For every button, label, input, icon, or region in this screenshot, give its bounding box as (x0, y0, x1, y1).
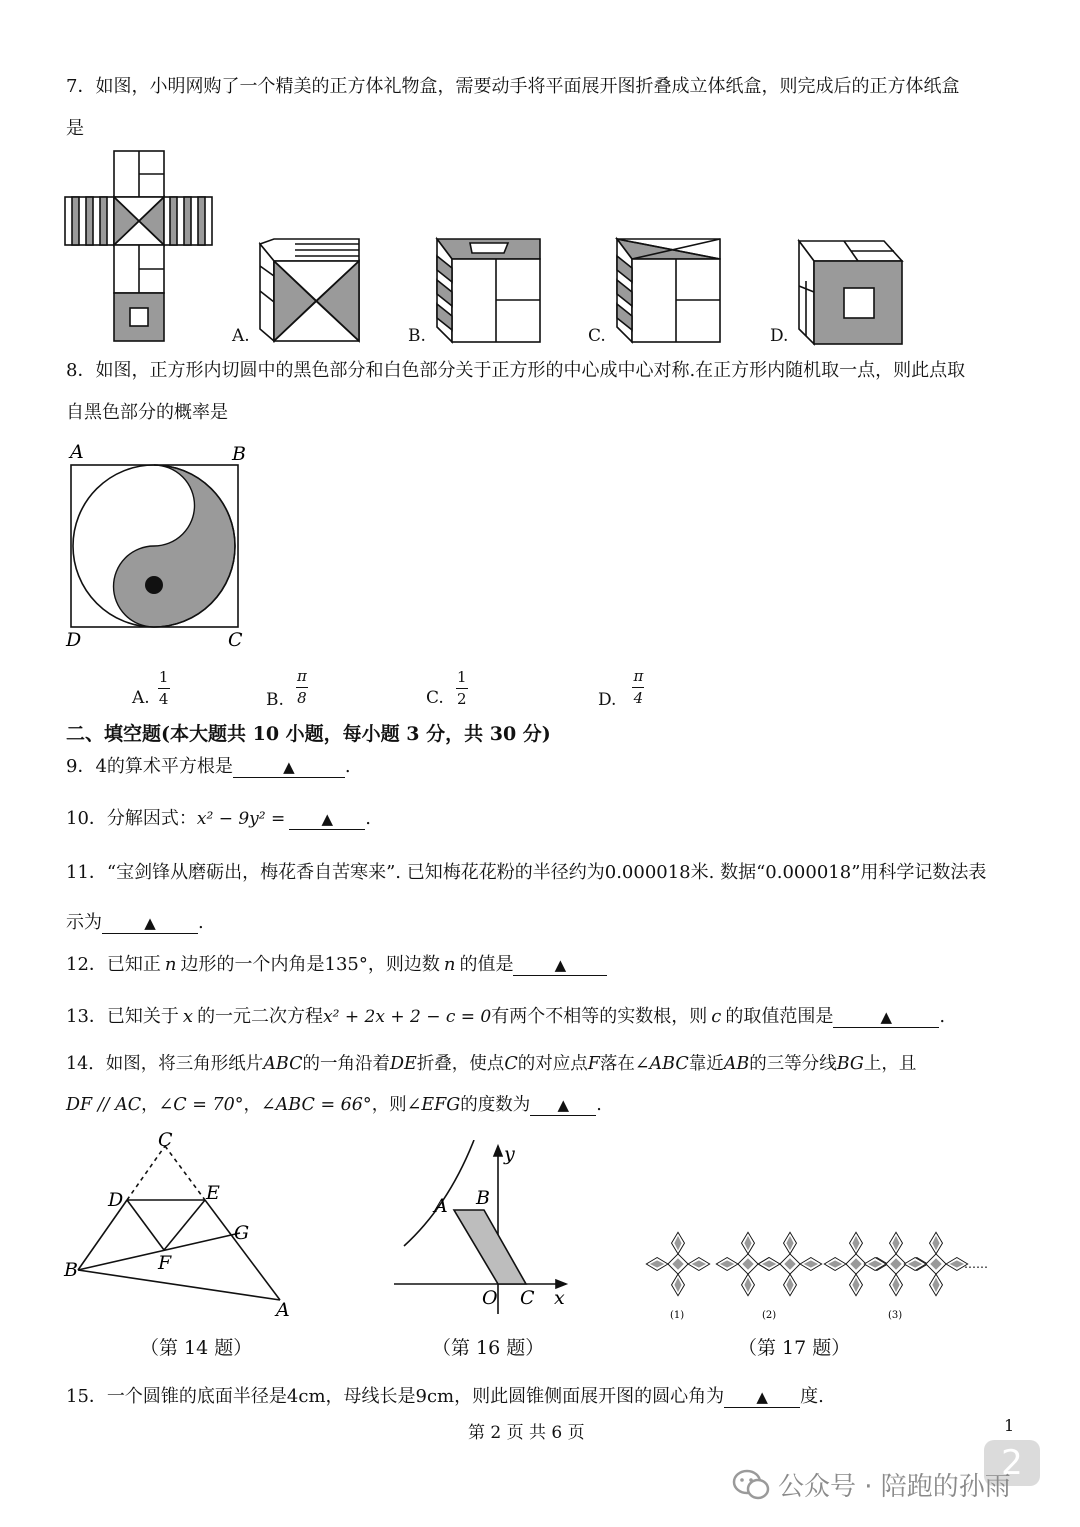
q9-end: . (344, 756, 351, 777)
q15-slant: 9cm (415, 1386, 455, 1407)
fig14-label-b: B (64, 1259, 78, 1281)
figure-16 (388, 1140, 578, 1320)
q9-num: 4 (95, 756, 107, 777)
q8-line1: 8．如图，正方形内切圆中的黑色部分和白色部分关于正方形的中心成中心对称.在正方形内随机取一点，则此点取 (66, 360, 966, 381)
q11-text-c: ”用科学记数法表 (851, 862, 987, 883)
fig16-label-y: y (504, 1143, 515, 1165)
fig14-label-e: E (206, 1182, 220, 1204)
q10-end: . (365, 808, 371, 829)
figure-14 (60, 1128, 300, 1323)
taiji-figure (60, 440, 260, 655)
answer-blank[interactable]: ▲ (102, 913, 198, 934)
q8-option-d-letter: D. (598, 690, 617, 710)
label-b: B (232, 443, 246, 465)
q14-text: 的对应点 (517, 1054, 588, 1074)
watermark (732, 1466, 1011, 1503)
q11-end: . (198, 912, 204, 933)
section-title: 二、填空题(本大题共 10 小题，每小题 3 分，共 30 分) (66, 723, 551, 745)
page-footer: 第 2 页 共 6 页 (468, 1423, 585, 1443)
q7-option-d[interactable]: D. (770, 326, 789, 346)
fig14-label-f: F (158, 1252, 172, 1274)
q11-value: 0.000018 (604, 862, 691, 883)
frac-den: 4 (633, 688, 644, 707)
q14-end: . (596, 1095, 602, 1115)
cube-option-c (612, 234, 728, 346)
q14-text: 的度数为 (460, 1095, 531, 1115)
q12-mid2: ，则边数 (367, 954, 440, 975)
watermark-text: 公众号 · 陪跑的孙雨 (778, 1472, 1011, 1502)
q13-pre: 13．已知关于 (66, 1006, 179, 1027)
fig16-label-b: B (476, 1187, 490, 1209)
q9-text: 的算术平方根是 (106, 756, 233, 777)
fig16-label-x: x (554, 1287, 565, 1309)
q12-pre: 12．已知正 (66, 954, 161, 975)
q8-line2: 自黑色部分的概率是 (66, 402, 228, 423)
q13-end: . (939, 1006, 946, 1027)
q7-option-c[interactable]: C. (588, 326, 606, 346)
answer-blank[interactable]: ▲ (233, 757, 345, 778)
q14-angle-efg: ∠EFG (406, 1095, 461, 1115)
q13-mid2: 有两个不相等的实数根，则 (491, 1006, 708, 1027)
q11-value-quoted: 0.000018 (765, 862, 852, 883)
q7-line1: 7．如图，小明网购了一个精美的正方体礼物盒，需要动手将平面展开图折叠成立体纸盒，则完成后的正方体纸盒 (66, 76, 960, 97)
answer-blank[interactable]: ▲ (289, 809, 365, 830)
q14-bg: BG (836, 1054, 864, 1074)
fraction (456, 669, 468, 708)
q9 (66, 754, 351, 780)
q13-c: c (711, 1006, 722, 1027)
q15-pre: 15．一个圆锥的底面半径是 (66, 1386, 287, 1407)
q14-text: 落在 (599, 1054, 635, 1074)
q13-mid: 的一元二次方程 (197, 1006, 324, 1027)
q11-text-d: 示为 (66, 912, 102, 933)
q14-ab: AB (723, 1054, 750, 1074)
q12-n: n (164, 954, 177, 975)
q14-df-ac: DF // AC (66, 1095, 142, 1115)
fig16-caption: （第 16 题） (432, 1337, 545, 1359)
label-a: A (70, 441, 84, 463)
q11-text-b: 米. 数据“ (690, 862, 766, 883)
cube-option-b (432, 234, 548, 346)
q8-option-a[interactable] (132, 668, 170, 708)
q14-text: 的三等分线 (749, 1054, 837, 1074)
q7-option-a[interactable]: A. (232, 326, 250, 346)
q15 (66, 1384, 824, 1410)
page-number: 1 (1004, 1416, 1015, 1435)
q14-text: 14．如图，将三角形纸片 (66, 1054, 264, 1074)
cube-option-a (255, 236, 367, 348)
q14-text: ， (141, 1095, 159, 1115)
frac-num: 1 (457, 667, 467, 686)
q7-option-b[interactable]: B. (408, 326, 426, 346)
cube-option-d (794, 236, 910, 348)
frac-num: 1 (158, 667, 169, 686)
q15-mid: ，母线长是 (325, 1386, 416, 1407)
q14-text: 的一角沿着 (302, 1054, 390, 1074)
q8-option-b[interactable] (266, 664, 308, 710)
q8-option-c-letter: C. (426, 688, 444, 708)
q14-angle-abc: ∠ABC = 66° (261, 1095, 372, 1115)
q12-angle: 135° (324, 954, 368, 975)
figure-17 (640, 1212, 1000, 1327)
q15-end: 度. (800, 1386, 824, 1407)
frac-num: π (633, 666, 644, 685)
q10 (66, 806, 371, 832)
frac-den: 8 (297, 688, 307, 707)
q8-option-c[interactable] (426, 668, 468, 708)
q12-mid: 边形的一个内角是 (180, 954, 325, 975)
frac-den: 4 (158, 689, 169, 708)
q8-option-d[interactable] (598, 664, 644, 710)
q10-expr: x² − 9y² = (196, 809, 286, 829)
q14-angle: ∠ABC (634, 1054, 689, 1074)
q14-line2 (66, 1092, 602, 1118)
fig14-label-c: C (158, 1129, 173, 1151)
fig14-label-d: D (108, 1189, 124, 1211)
q15-mid2: ，则此圆锥侧面展开图的圆心角为 (454, 1386, 725, 1407)
answer-blank[interactable]: ▲ (724, 1387, 800, 1408)
fig14-label-a: A (276, 1299, 290, 1321)
q10-pre: 10．分解因式： (66, 808, 197, 829)
fig16-label-o: O (482, 1287, 498, 1309)
answer-blank[interactable]: ▲ (513, 955, 607, 976)
answer-blank[interactable]: ▲ (833, 1007, 939, 1028)
label-c: C (228, 629, 243, 651)
q13-mid3: 的取值范围是 (725, 1006, 834, 1027)
frac-den: 2 (457, 689, 467, 708)
q13-eq: x² + 2x + 2 − c = 0 (323, 1007, 492, 1027)
q7-line2: 是 (66, 118, 84, 139)
q15-radius: 4cm (286, 1386, 326, 1407)
fig16-label-a: A (434, 1195, 448, 1217)
fraction (632, 668, 644, 707)
q12-n2: n (443, 954, 456, 975)
q8-option-a-letter: A. (132, 688, 150, 708)
q13-x: x (182, 1006, 194, 1027)
cube-net-figure (60, 146, 220, 346)
q14-line1 (66, 1051, 916, 1077)
q11-line2 (66, 910, 204, 936)
fig17-label-1: (1) (670, 1310, 685, 1321)
q14-de: DE (390, 1054, 417, 1074)
fraction (296, 668, 308, 707)
q14-c: C (504, 1054, 518, 1074)
q9-pre: 9． (66, 756, 96, 777)
fig17-label-3: (3) (888, 1310, 903, 1321)
q8-option-b-letter: B. (266, 690, 284, 710)
q14-text: ，则 (371, 1095, 407, 1115)
q11-text-a: 11．“宝剑锋从磨砺出，梅花香自苦寒来”. 已知梅花花粉的半径约为 (66, 862, 605, 883)
label-d: D (66, 629, 82, 651)
q14-abc: ABC (263, 1054, 303, 1074)
fig17-ellipsis: …… (964, 1257, 988, 1271)
q14-text: 折叠，使点 (416, 1054, 505, 1074)
fig14-caption: （第 14 题） (140, 1337, 253, 1359)
q12 (66, 952, 607, 978)
fraction (158, 669, 170, 708)
fig17-label-2: (2) (762, 1310, 777, 1321)
q14-angle-c: ∠C = 70° (158, 1095, 244, 1115)
q12-mid3: 的值是 (459, 954, 514, 975)
q14-text: ， (243, 1095, 261, 1115)
q14-text: 靠近 (688, 1054, 724, 1074)
wechat-icon (732, 1469, 770, 1501)
fig16-label-c: C (520, 1287, 535, 1309)
q13 (66, 1004, 945, 1030)
q11-line1 (66, 860, 986, 886)
q14-text: 上，且 (863, 1054, 917, 1074)
q14-f: F (587, 1054, 600, 1074)
frac-num: π (296, 666, 307, 685)
fig17-caption: （第 17 题） (738, 1337, 851, 1359)
answer-blank[interactable]: ▲ (530, 1095, 596, 1116)
badge: 2 (984, 1440, 1040, 1486)
fig14-label-g: G (234, 1222, 250, 1244)
